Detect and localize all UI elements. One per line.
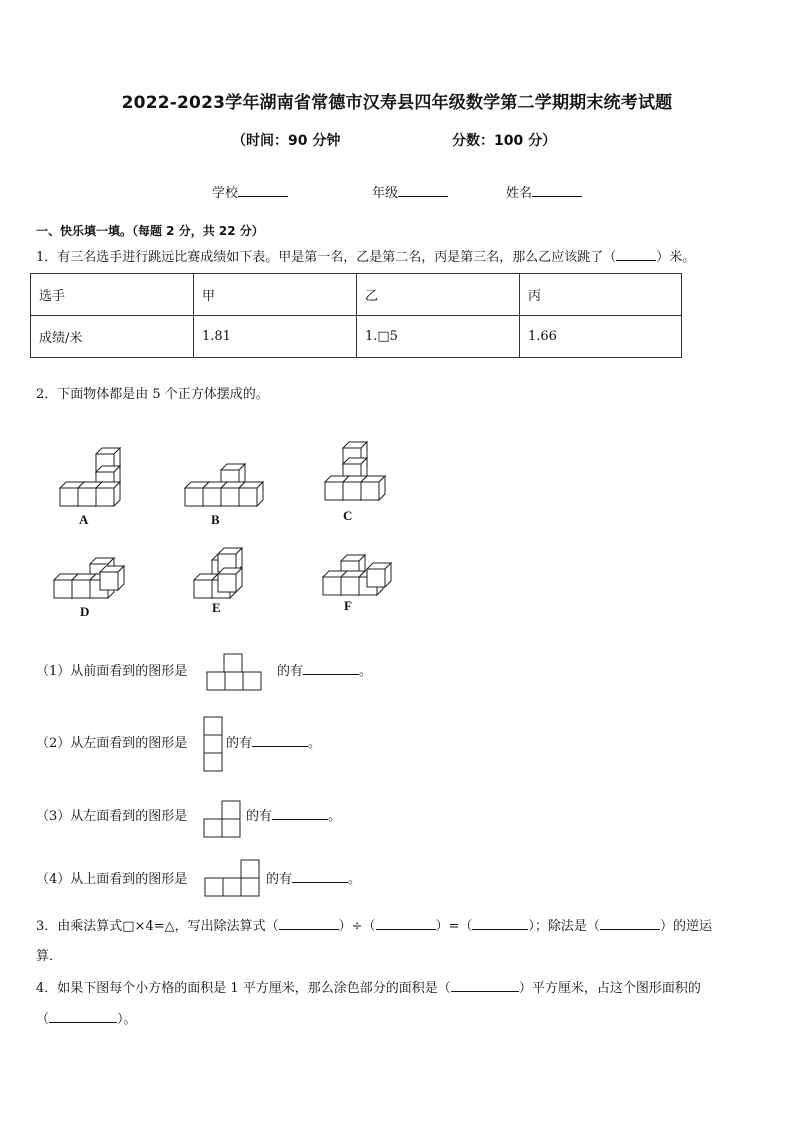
view-shape-1 [206,653,264,691]
table-cell: 丙 [520,274,682,316]
question-4-text: 4．如果下图每个小方格的面积是 1 平方厘米，那么涂色部分的面积是（ [36,981,451,996]
question-2-text: 2．下面物体都是由 5 个正方体摆成的。 [36,387,269,402]
figure-label-d: D [80,604,90,619]
period: 。 [328,809,342,824]
exam-score: 分数：100 分） [452,133,557,149]
period: 。 [359,664,373,679]
figure-label-e: E [212,600,221,615]
answer-blank[interactable] [303,662,359,675]
question-4-text: ）平方厘米，占这个图形面积的 [518,981,701,996]
answer-blank[interactable] [451,979,519,992]
answer-blank[interactable] [49,1010,117,1023]
question-1-text: 1．有三名选手进行跳远比赛成绩如下表。甲是第一名，乙是第二名，丙是第三名，那么乙应该跳了（ [36,250,617,265]
period: 。 [348,872,362,887]
figure-a [58,444,128,508]
answer-blank[interactable] [272,807,328,820]
view-shape-3 [203,800,245,840]
question-1-blank[interactable] [616,248,656,261]
section-heading: 一、快乐填一填。（每题 2 分，共 22 分） [36,224,264,238]
answer-blank[interactable] [292,870,348,883]
page-title: 2022-2023学年湖南省常德市汉寿县四年级数学第二学期期末统考试题 [121,93,673,113]
school-field [212,182,288,201]
question-3-line-2: 算． [36,949,63,964]
exam-time: （时间：90 分钟 [232,133,341,149]
figure-label-b: B [211,512,220,527]
answer-blank[interactable] [472,917,528,930]
question-4-text: （ [36,1012,50,1027]
question-2-3-answer [246,807,341,827]
view-shape-4 [204,859,264,899]
school-blank[interactable] [238,184,288,197]
question-2-1-tail: 的有 [277,664,304,679]
question-2-3-tail: 的有 [246,809,273,824]
answer-blank[interactable] [376,917,436,930]
question-3-text: ）；除法是（ [528,919,600,934]
table-cell: 1.81 [194,316,357,358]
question-1-tail: ）米。 [656,250,696,265]
question-2-2-text: （2）从左面看到的图形是 [36,736,188,751]
question-2-3-text: （3）从左面看到的图形是 [36,809,188,824]
question-4-text: ）。 [117,1012,137,1027]
table-cell: 1.□5 [357,316,520,358]
view-shape-2 [202,716,226,774]
question-2-2-answer [226,734,321,754]
name-label: 姓名 [506,186,533,201]
question-2-1-answer [277,662,372,682]
table-cell: 甲 [194,274,357,316]
figure-e [192,546,252,602]
school-label: 学校 [212,186,239,201]
question-3-text: ）的逆运 [659,919,712,934]
table-cell: 1.66 [520,316,682,358]
question-3-text: ）÷（ [338,919,376,934]
table-row [31,274,682,316]
grade-label: 年级 [372,186,399,201]
table-cell: 乙 [357,274,520,316]
grade-blank[interactable] [398,184,448,197]
question-2-4-answer [266,870,361,890]
question-4-line-2 [36,1010,137,1030]
score-table [30,273,682,358]
question-2-4-tail: 的有 [266,872,293,887]
period: 。 [308,736,322,751]
figure-label-a: A [79,512,89,527]
figure-f [321,551,393,599]
question-2-1-text: （1）从前面看到的图形是 [36,664,188,679]
table-cell: 选手 [31,274,194,316]
figure-d [52,556,127,602]
grade-field [372,182,448,201]
table-row [31,316,682,358]
answer-blank[interactable] [252,734,308,747]
name-blank[interactable] [532,184,582,197]
figure-c [323,438,393,504]
answer-blank[interactable] [279,917,339,930]
question-3-text: 3．由乘法算式□×4=△，写出除法算式（ [36,919,279,934]
figure-b [183,458,268,508]
question-2-4-text: （4）从上面看到的图形是 [36,872,188,887]
answer-blank[interactable] [600,917,660,930]
table-cell: 成绩/米 [31,316,194,358]
figure-label-c: C [343,508,353,523]
question-3-text: ）=（ [435,919,473,934]
name-field [506,182,582,201]
question-3 [36,917,712,937]
figure-label-f: F [344,598,352,613]
question-1 [36,248,695,268]
question-2-2-tail: 的有 [226,736,253,751]
question-4 [36,979,701,999]
